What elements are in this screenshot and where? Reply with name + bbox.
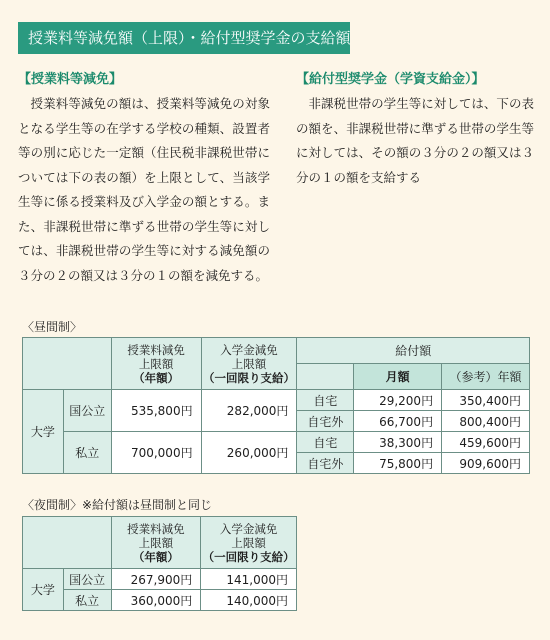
corner-cell — [23, 338, 112, 390]
page-title: 授業料等減免額（上限）・給付型奨学金の支給額 — [18, 22, 350, 54]
admission-column-header: 入学金減免 上限額 （一回限り支給） — [201, 338, 297, 390]
corner-cell — [23, 517, 112, 569]
annual-value: 909,600円 — [442, 453, 530, 474]
admission-value: 282,000円 — [201, 390, 297, 432]
annual-value: 800,400円 — [442, 411, 530, 432]
tuition-value: 535,800円 — [111, 390, 201, 432]
benefit-spacer — [297, 364, 354, 390]
school-type-cell: 私立 — [63, 590, 111, 611]
evening-table — [22, 516, 297, 611]
annual-value: 350,400円 — [442, 390, 530, 411]
tuition-column-header: 授業料減免 上限額 （年額） — [111, 338, 201, 390]
tuition-column-header: 授業料減免 上限額 （年額） — [111, 517, 201, 569]
tuition-reduction-text: 授業料等減免の額は、授業料等減免の対象となる学生等の在学する学校の種類、設置者等の別に応じた一定額（住民税非課税世帯については下の表の額）を上限として、当該学生等に係る授業料及び入学金の額とする。また、非課税世帯に準ずる世帯の学生等に対しては、非課税世帯の学生等に対する減免額の３分の２の額又は３分の１の額を減免する。 — [18, 96, 270, 283]
annual-column-header: （参考）年額 — [442, 364, 530, 390]
tuition-value: 360,000円 — [111, 590, 201, 611]
monthly-column-header: 月額 — [354, 364, 442, 390]
monthly-value: 75,800円 — [354, 453, 442, 474]
monthly-value: 66,700円 — [354, 411, 442, 432]
tuition-reduction-heading: 【授業料等減免】 — [18, 72, 123, 87]
admission-column-header: 入学金減免 上限額 （一回限り支給） — [201, 517, 297, 569]
school-type-cell: 国公立 — [63, 569, 111, 590]
admission-value: 260,000円 — [201, 432, 297, 474]
annual-value: 459,600円 — [442, 432, 530, 453]
daytime-table — [22, 337, 530, 474]
category-cell: 大学 — [23, 390, 64, 474]
tuition-value: 700,000円 — [111, 432, 201, 474]
daytime-table-label: 〈昼間制〉 — [22, 320, 83, 334]
school-type-cell: 私立 — [63, 432, 111, 474]
category-cell: 大学 — [23, 569, 64, 611]
school-type-cell: 国公立 — [63, 390, 111, 432]
admission-value: 141,000円 — [201, 569, 297, 590]
scholarship-text: 非課税世帯の学生等に対しては、下の表の額を、非課税世帯に準ずる世帯の学生等に対しては、その額の３分の２の額又は３分の１の額を支給する — [296, 96, 534, 185]
evening-table-label: 〈夜間制〉※給付額は昼間制と同じ — [22, 498, 213, 512]
admission-value: 140,000円 — [201, 590, 297, 611]
tuition-value: 267,900円 — [111, 569, 201, 590]
living-cell: 自宅外 — [297, 453, 354, 474]
benefit-column-header: 給付額 — [297, 338, 530, 364]
living-cell: 自宅 — [297, 432, 354, 453]
monthly-value: 29,200円 — [354, 390, 442, 411]
scholarship-heading: 【給付型奨学金（学資支給金）】 — [296, 72, 485, 87]
monthly-value: 38,300円 — [354, 432, 442, 453]
living-cell: 自宅外 — [297, 411, 354, 432]
living-cell: 自宅 — [297, 390, 354, 411]
